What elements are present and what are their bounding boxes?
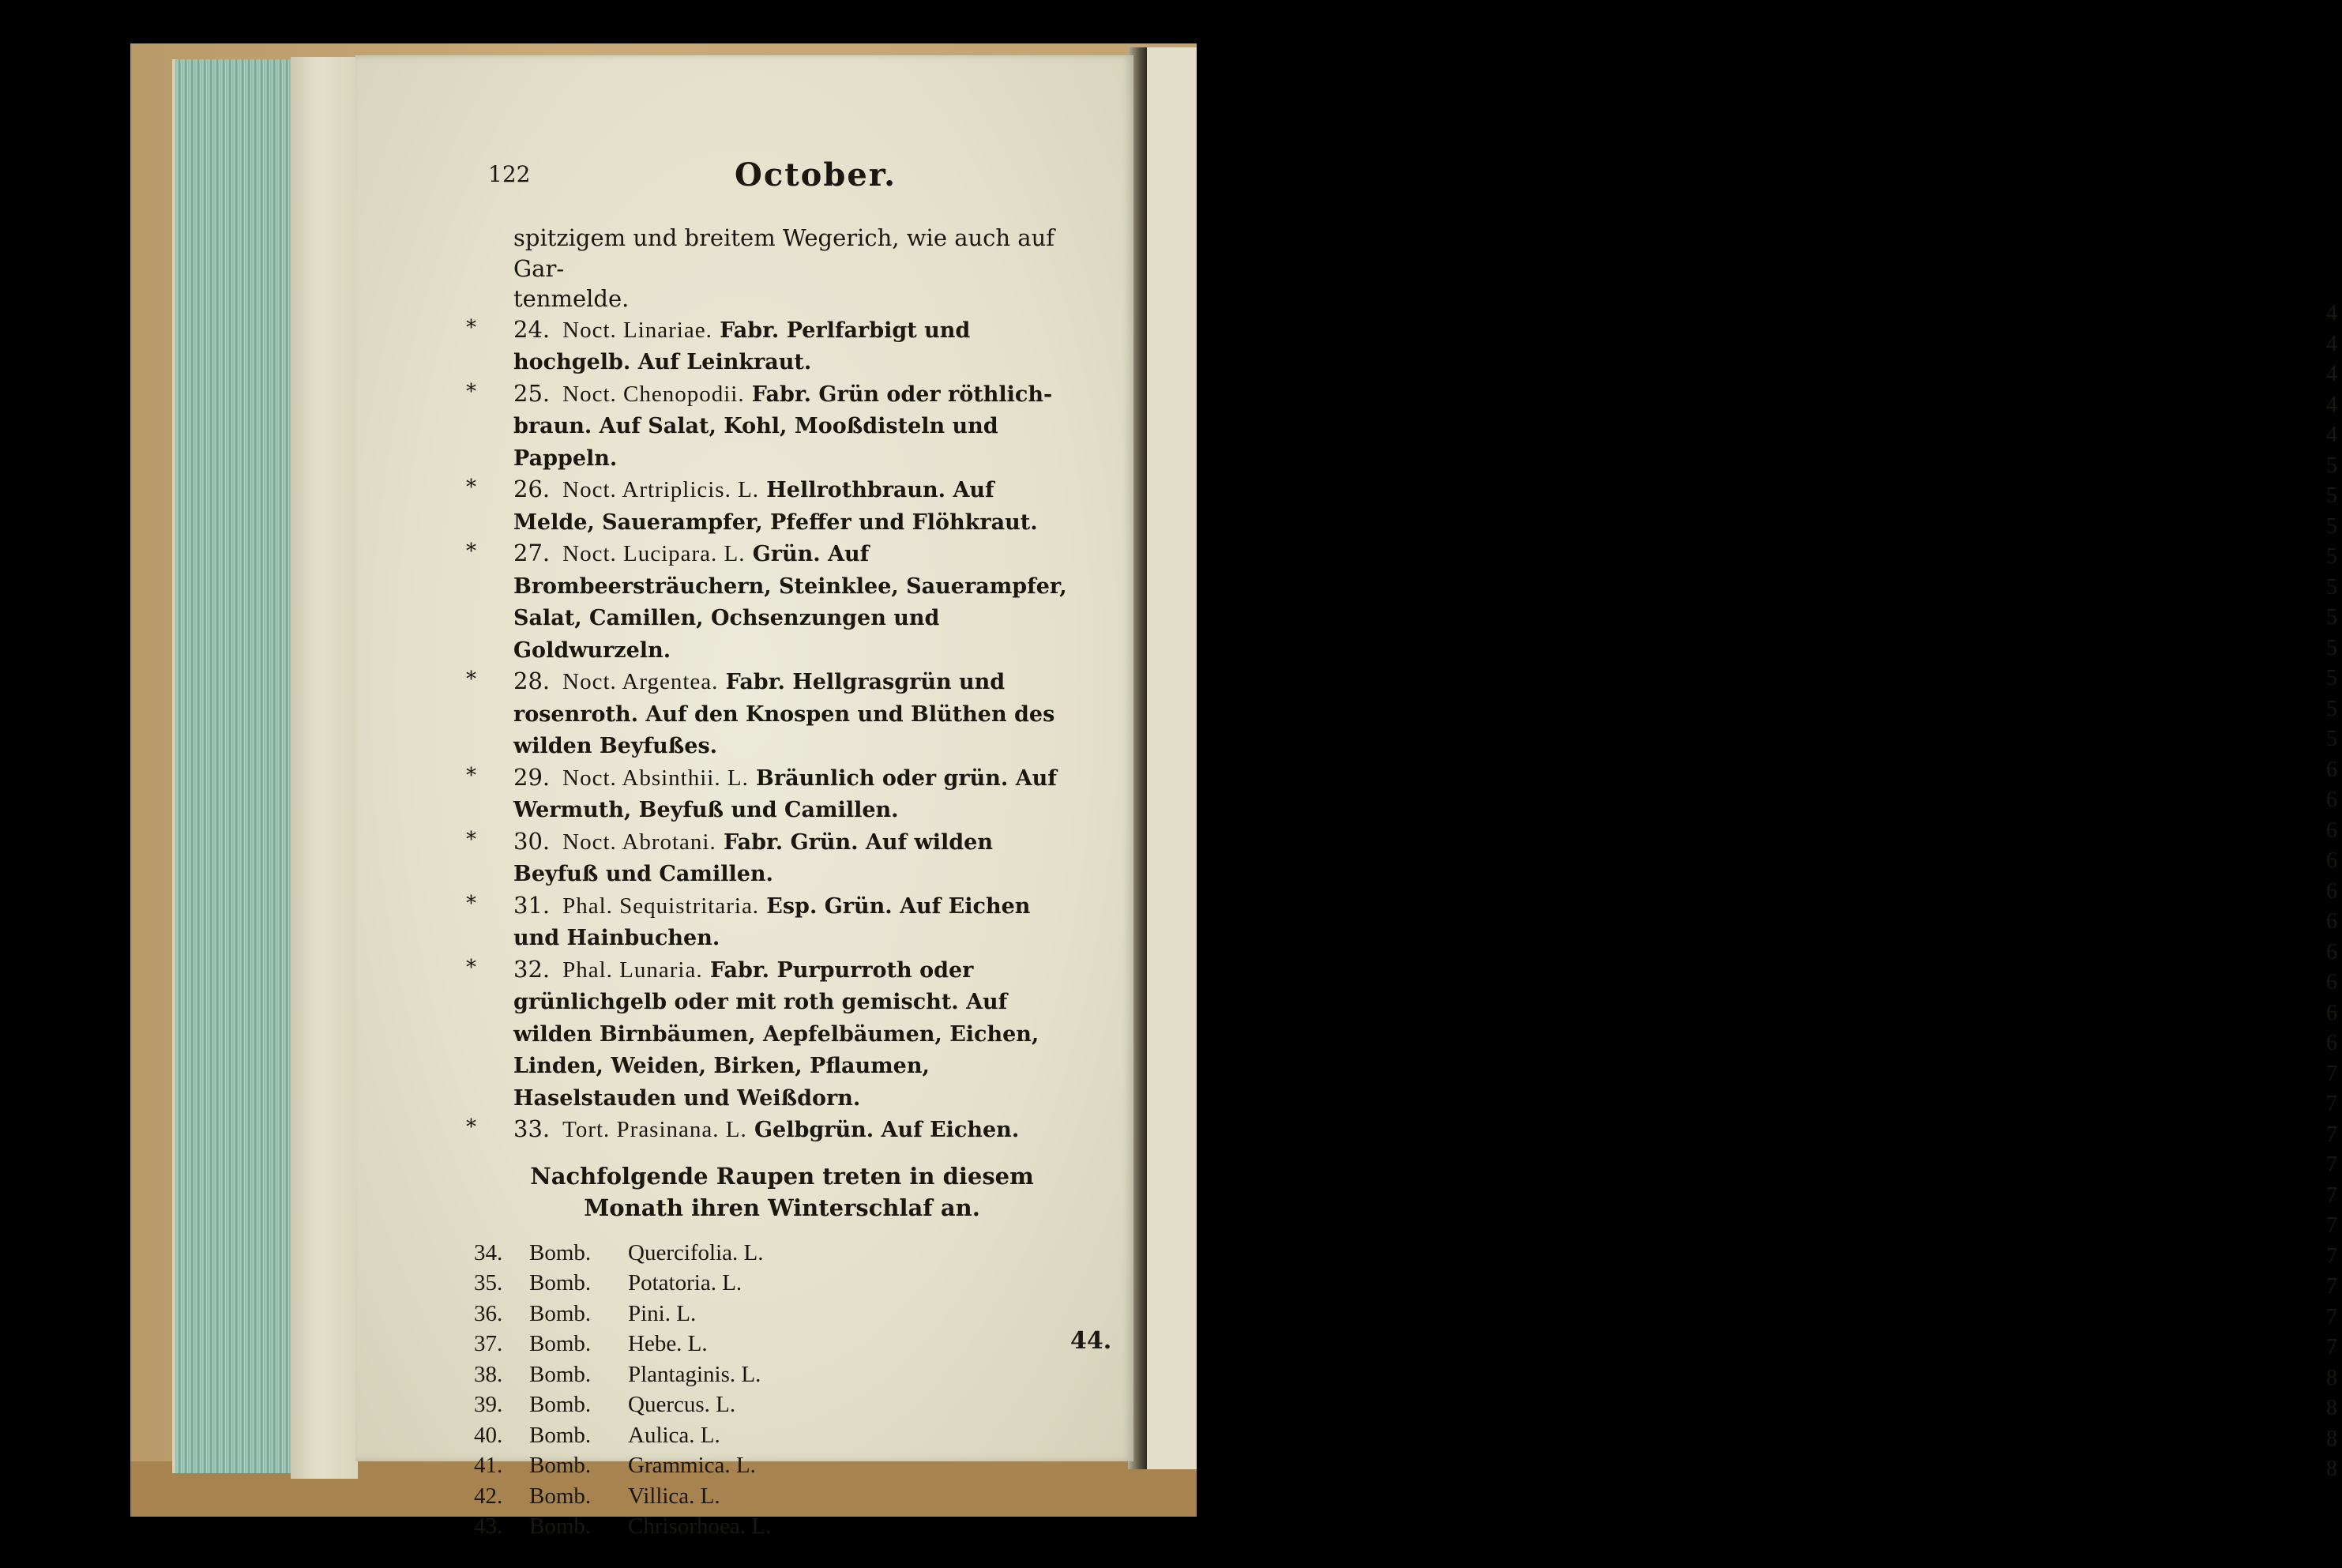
list-item-genus: Bomb. bbox=[529, 1513, 592, 1539]
list-item bbox=[474, 1268, 1082, 1299]
list-item bbox=[474, 1389, 1082, 1420]
running-title: October. bbox=[735, 156, 897, 194]
facing-page-digit: 5 bbox=[2326, 483, 2337, 508]
entry-number: 32. bbox=[513, 955, 551, 983]
page-number: 122 bbox=[488, 161, 531, 187]
list-item-genus: Bomb. bbox=[529, 1422, 592, 1448]
asterisk-mark: * bbox=[466, 540, 476, 563]
facing-page-digit: 7 bbox=[2326, 1274, 2337, 1299]
facing-page-digit: 6 bbox=[2326, 909, 2337, 934]
entry-latin-name: Noct. Lucipara. L. bbox=[562, 541, 746, 566]
list-item-species: Quercifolia. L. bbox=[628, 1239, 764, 1265]
entry-description: Fabr. Grün oder röthlich-braun. Auf Salat, Kohl, Mooßdisteln und Pappeln. bbox=[513, 382, 1053, 471]
entry-latin-name: Noct. Chenopodii. bbox=[562, 381, 745, 407]
book-page bbox=[355, 55, 1133, 1539]
species-entry bbox=[466, 474, 1082, 538]
page-edges-inner bbox=[291, 57, 358, 1479]
asterisk-mark: * bbox=[466, 763, 476, 788]
entry-number: 25. bbox=[513, 379, 551, 407]
list-item-species: Hebe. L. bbox=[628, 1331, 708, 1356]
facing-page-digit: 4 bbox=[2326, 362, 2337, 386]
list-item bbox=[474, 1420, 1082, 1451]
list-item bbox=[474, 1238, 1082, 1269]
entry-number: 33. bbox=[513, 1115, 551, 1142]
facing-page-digit: 8 bbox=[2326, 1396, 2337, 1420]
list-item-species: Grammica. L. bbox=[628, 1453, 756, 1478]
section-heading: Nachfolgende Raupen treten in diesem Monath ihren Winterschlaf an. bbox=[530, 1162, 1034, 1221]
facing-page-digit: 5 bbox=[2326, 453, 2337, 478]
facing-page-digit: 7 bbox=[2326, 1243, 2337, 1269]
list-item-number: 35. bbox=[474, 1270, 503, 1295]
list-item-genus: Bomb. bbox=[529, 1270, 592, 1295]
list-item-genus: Bomb. bbox=[529, 1453, 592, 1478]
species-entry bbox=[466, 954, 1082, 1115]
asterisk-mark: * bbox=[466, 955, 476, 980]
entry-description: Fabr. Perlfarbigt und hochgelb. Auf Leinkraut. bbox=[513, 318, 971, 374]
species-entry bbox=[466, 890, 1082, 954]
list-item-genus: Bomb. bbox=[529, 1239, 592, 1265]
page-edges bbox=[172, 59, 302, 1473]
entry-description: Hellrothbraun. Auf Melde, Sauerampfer, Pfeffer und Flöhkraut. bbox=[513, 478, 1038, 535]
facing-page-digit: 6 bbox=[2326, 878, 2337, 904]
entry-latin-name: Phal. Lunaria. bbox=[562, 957, 703, 983]
asterisk-mark: * bbox=[466, 667, 476, 691]
facing-page-digit: 5 bbox=[2326, 574, 2337, 600]
catchword: 44. bbox=[1070, 1327, 1112, 1355]
entry-description: Fabr. Hellgrasgrün und rosenroth. Auf den Knospen und Blüthen des wilden Beyfußes. bbox=[513, 670, 1055, 758]
facing-page-digit: 7 bbox=[2326, 1152, 2337, 1177]
facing-page-digit: 7 bbox=[2326, 1335, 2337, 1359]
entry-description: Fabr. Purpurroth oder grünlichgelb oder mit roth gemischt. Auf wilden Birnbäumen, Aepfelbäumen, Eichen, Linden, Weiden, Birken, Pflaumen, Haselstauden und Weißdorn. bbox=[513, 957, 1039, 1111]
entry-description: Esp. Grün. Auf Eichen und Hainbuchen. bbox=[513, 893, 1031, 950]
asterisk-mark: * bbox=[466, 315, 476, 340]
facing-page-digit: 5 bbox=[2326, 605, 2337, 630]
facing-page-digit: 5 bbox=[2326, 696, 2337, 721]
page-header bbox=[355, 156, 1133, 196]
entry-number: 24. bbox=[513, 315, 551, 343]
list-item bbox=[474, 1481, 1082, 1512]
intro-line bbox=[466, 223, 1082, 314]
list-item-genus: Bomb. bbox=[529, 1331, 592, 1356]
facing-page-digit: 4 bbox=[2326, 331, 2337, 356]
list-item-number: 37. bbox=[474, 1331, 503, 1356]
list-item-number: 40. bbox=[474, 1422, 503, 1448]
facing-page-digit: 5 bbox=[2326, 513, 2337, 539]
list-item-species: Aulica. L. bbox=[628, 1422, 720, 1448]
species-entry bbox=[466, 314, 1082, 378]
hibernation-list bbox=[466, 1238, 1082, 1542]
list-item-genus: Bomb. bbox=[529, 1483, 592, 1509]
asterisk-mark: * bbox=[466, 891, 476, 916]
species-entry bbox=[466, 762, 1082, 826]
facing-page-digit: 7 bbox=[2326, 1183, 2337, 1208]
facing-page-digit: 4 bbox=[2326, 301, 2337, 325]
entry-latin-name: Tort. Prasinana. L. bbox=[562, 1117, 747, 1142]
entry-number: 31. bbox=[513, 891, 551, 919]
list-item-genus: Bomb. bbox=[529, 1300, 592, 1326]
entry-number: 29. bbox=[513, 763, 551, 791]
list-item-species: Pini. L. bbox=[628, 1300, 697, 1326]
facing-page-digit: 5 bbox=[2326, 727, 2337, 751]
entry-latin-name: Noct. Absinthii. L. bbox=[562, 765, 749, 791]
species-entry bbox=[466, 1114, 1082, 1146]
facing-page-digits bbox=[2326, 299, 2342, 1485]
facing-page-digit: 6 bbox=[2326, 848, 2337, 873]
intro-line-1: spitzigem und breitem Wegerich, wie auch auf Gar- bbox=[513, 224, 1055, 282]
facing-page-digit: 7 bbox=[2326, 1092, 2337, 1116]
list-item-number: 36. bbox=[474, 1300, 503, 1326]
list-item-species: Potatoria. L. bbox=[628, 1270, 742, 1295]
facing-page-digit: 5 bbox=[2326, 635, 2337, 660]
species-entry bbox=[466, 378, 1082, 475]
list-item-number: 39. bbox=[474, 1392, 503, 1417]
entry-number: 26. bbox=[513, 476, 551, 502]
list-item bbox=[474, 1511, 1082, 1542]
facing-page-digit: 6 bbox=[2326, 788, 2337, 812]
species-entry bbox=[466, 666, 1082, 762]
species-entry bbox=[466, 826, 1082, 890]
asterisk-mark: * bbox=[466, 379, 476, 404]
list-item bbox=[474, 1329, 1082, 1359]
facing-page-digit: 8 bbox=[2326, 1365, 2337, 1390]
list-item-species: Quercus. L. bbox=[628, 1392, 736, 1417]
facing-page-digit: 6 bbox=[2326, 1000, 2337, 1025]
facing-page-digit: 6 bbox=[2326, 939, 2337, 964]
list-item-species: Plantaginis. L. bbox=[628, 1361, 761, 1387]
entry-description: Grün. Auf Brombeersträuchern, Steinklee, Sauerampfer, Salat, Camillen, Ochsenzungen und Goldwurzeln. bbox=[513, 542, 1067, 663]
entry-description: Bräunlich oder grün. Auf Wermuth, Beyfuß und Camillen. bbox=[513, 765, 1057, 822]
entry-number: 28. bbox=[513, 667, 551, 694]
facing-page-digit: 5 bbox=[2326, 544, 2337, 569]
facing-page-digit: 7 bbox=[2326, 1061, 2337, 1086]
asterisk-mark: * bbox=[466, 476, 476, 499]
species-entry bbox=[466, 538, 1082, 666]
entry-description: Gelbgrün. Auf Eichen. bbox=[754, 1118, 1020, 1142]
asterisk-mark: * bbox=[466, 827, 476, 852]
facing-page-digit: 4 bbox=[2326, 423, 2337, 447]
facing-page-digit: 7 bbox=[2326, 1304, 2337, 1329]
facing-page-digit: 4 bbox=[2326, 392, 2337, 417]
list-item-species: Chrisorhoea. L. bbox=[628, 1513, 772, 1539]
list-item-species: Villica. L. bbox=[628, 1483, 720, 1509]
facing-page-digit: 6 bbox=[2326, 757, 2337, 782]
list-item-number: 43. bbox=[474, 1513, 503, 1539]
entry-number: 30. bbox=[513, 827, 551, 855]
entry-latin-name: Noct. Linariae. bbox=[562, 317, 712, 343]
entry-latin-name: Noct. Abrotani. bbox=[562, 829, 716, 855]
entry-number: 27. bbox=[513, 540, 551, 566]
facing-page bbox=[1145, 47, 2337, 1481]
list-item-number: 34. bbox=[474, 1239, 503, 1265]
facing-page-digit: 6 bbox=[2326, 1031, 2337, 1055]
facing-page-digit: 8 bbox=[2326, 1457, 2337, 1481]
entry-list bbox=[466, 314, 1082, 1146]
list-item-genus: Bomb. bbox=[529, 1392, 592, 1417]
list-item bbox=[474, 1299, 1082, 1329]
list-item bbox=[474, 1450, 1082, 1481]
list-item-number: 38. bbox=[474, 1361, 503, 1387]
page-body bbox=[466, 223, 1082, 1542]
facing-page-digit: 8 bbox=[2326, 1426, 2337, 1451]
intro-line-2: tenmelde. bbox=[513, 285, 630, 312]
entry-latin-name: Noct. Artriplicis. L. bbox=[562, 477, 760, 502]
asterisk-mark: * bbox=[466, 1115, 476, 1139]
facing-page-digit: 7 bbox=[2326, 1213, 2337, 1238]
list-item-genus: Bomb. bbox=[529, 1361, 592, 1387]
entry-latin-name: Phal. Sequistritaria. bbox=[562, 893, 760, 919]
list-item-number: 41. bbox=[474, 1453, 503, 1478]
facing-page-digit: 6 bbox=[2326, 818, 2337, 843]
entry-latin-name: Noct. Argentea. bbox=[562, 669, 719, 694]
entry-description: Fabr. Grün. Auf wilden Beyfuß und Camillen. bbox=[513, 829, 993, 886]
list-item bbox=[474, 1359, 1082, 1390]
facing-page-digit: 5 bbox=[2326, 666, 2337, 690]
facing-page-digit: 6 bbox=[2326, 970, 2337, 995]
list-item-number: 42. bbox=[474, 1483, 503, 1509]
facing-page-digit: 7 bbox=[2326, 1122, 2337, 1147]
